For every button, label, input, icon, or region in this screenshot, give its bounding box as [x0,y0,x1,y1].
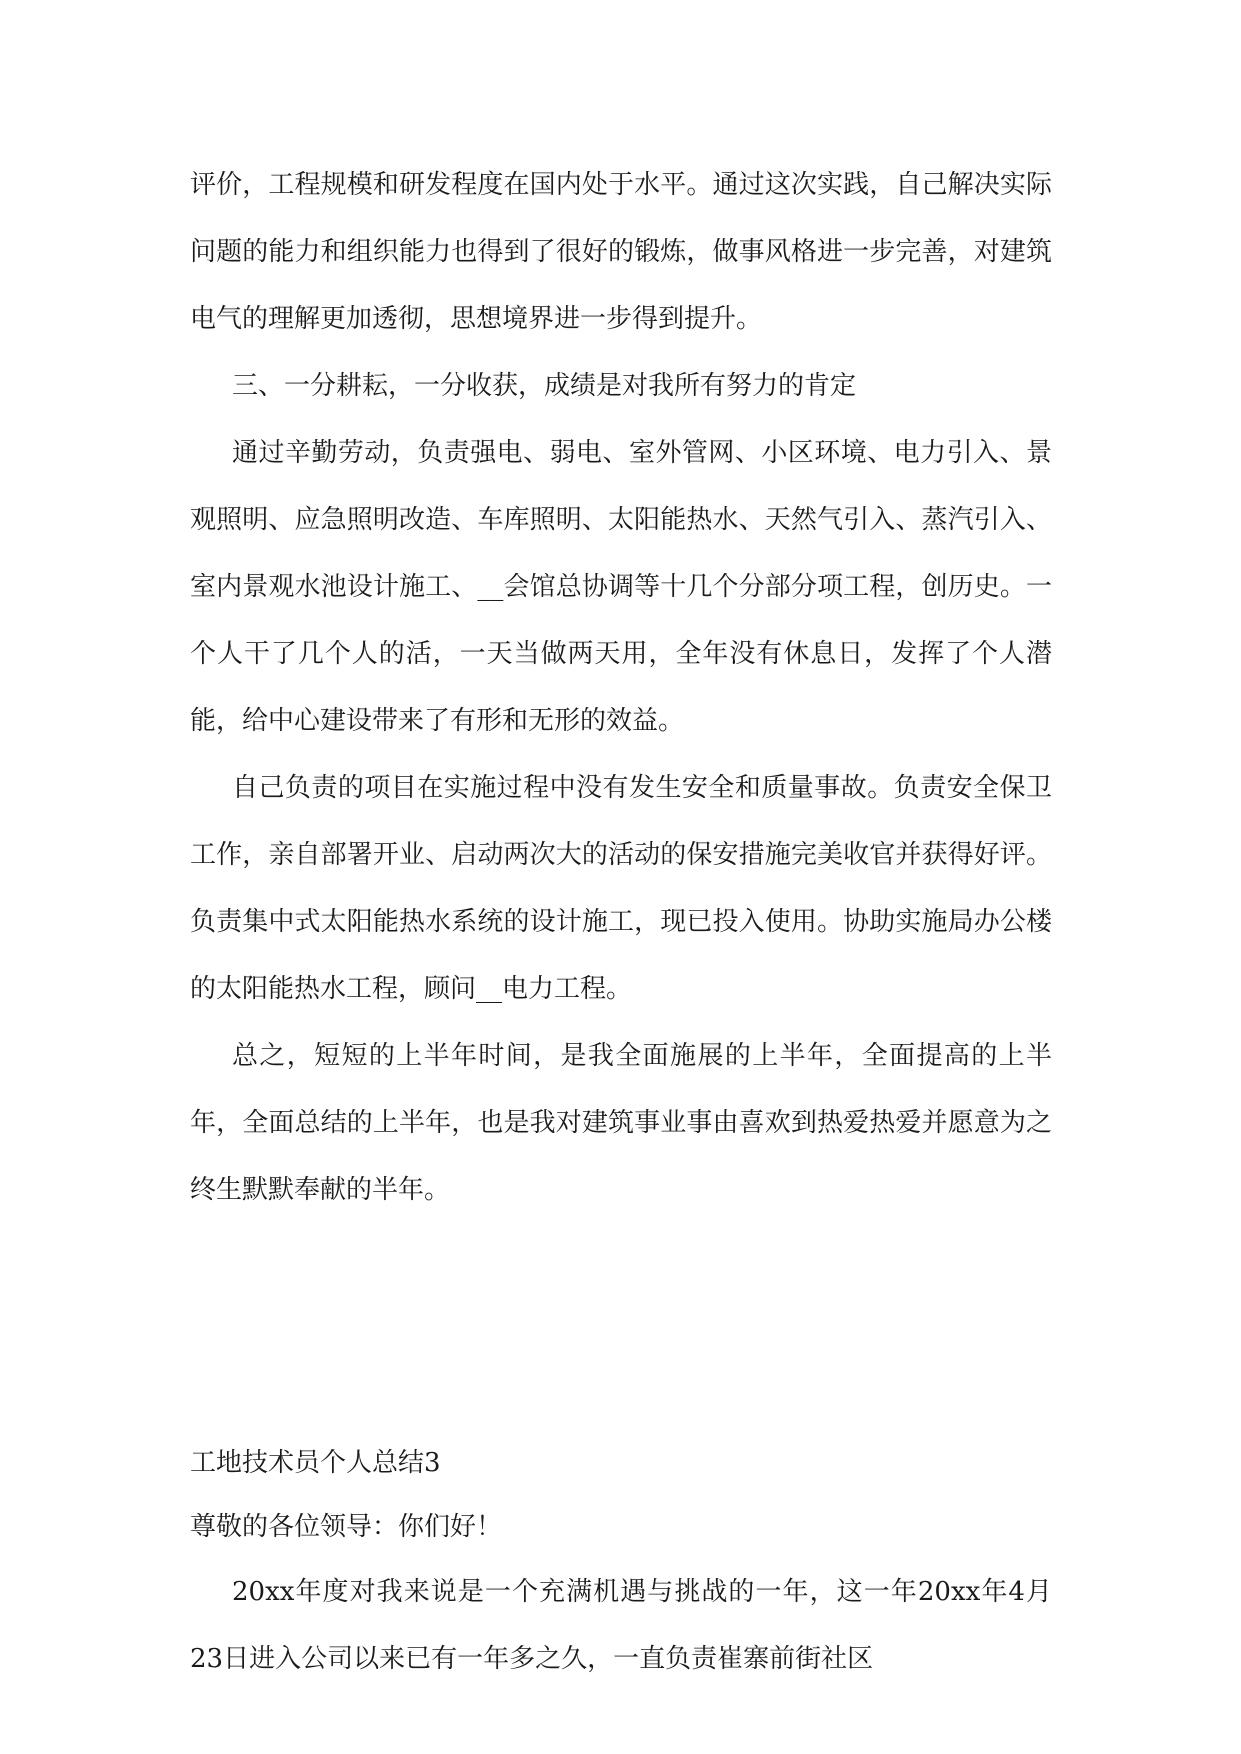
section-title: 工地技术员个人总结3 [190,1448,441,1478]
greeting: 尊敬的各位领导：你们好！ [190,1512,503,1542]
section-heading-three: 三、一分耕耘，一分收获，成绩是对我所有努力的肯定 [232,371,857,401]
paragraph-safety: 自己负责的项目在实施过程中没有发生安全和质量事故。负责安全保卫工作，亲自部署开业、启动两次大的活动的保安措施完美收官并获得好评。负责集中式太阳能热水系统的设计施工，现已投入使用。协助实施局办公楼的太阳能热水工程，顾问__电力工程。 [190,773,1052,1004]
paragraph-evaluation: 评价，工程规模和研发程度在国内处于水平。通过这次实践，自己解决实际问题的能力和组织能力也得到了很好的锻炼，做事风格进一步完善，对建筑电气的理解更加透彻，思想境界进一步得到提升。 [190,170,1052,334]
section-spacer [190,1224,1052,1431]
paragraph-conclusion: 总之，短短的上半年时间，是我全面施展的上半年，全面提高的上半年，全面总结的上半年，也是我对建筑事业事由喜欢到热爱热爱并愿意为之终生默默奉献的半年。 [190,1041,1052,1205]
paragraph-intro: 20xx年度对我来说是一个充满机遇与挑战的一年，这一年20xx年4月23日进入公司以来已有一年多之久，一直负责崔寨前街社区 [190,1577,1052,1674]
paragraph-achievements: 通过辛勤劳动，负责强电、弱电、室外管网、小区环境、电力引入、景观照明、应急照明改造、车库照明、太阳能热水、天然气引入、蒸汽引入、室内景观水池设计施工、__会馆总协调等十几个分部分项工程，创历史。一个人干了几个人的活，一天当做两天用，全年没有休息日，发挥了个人潜能，给中心建设带来了有形和无形的效益。 [190,438,1052,736]
document-body [190,152,1052,1693]
